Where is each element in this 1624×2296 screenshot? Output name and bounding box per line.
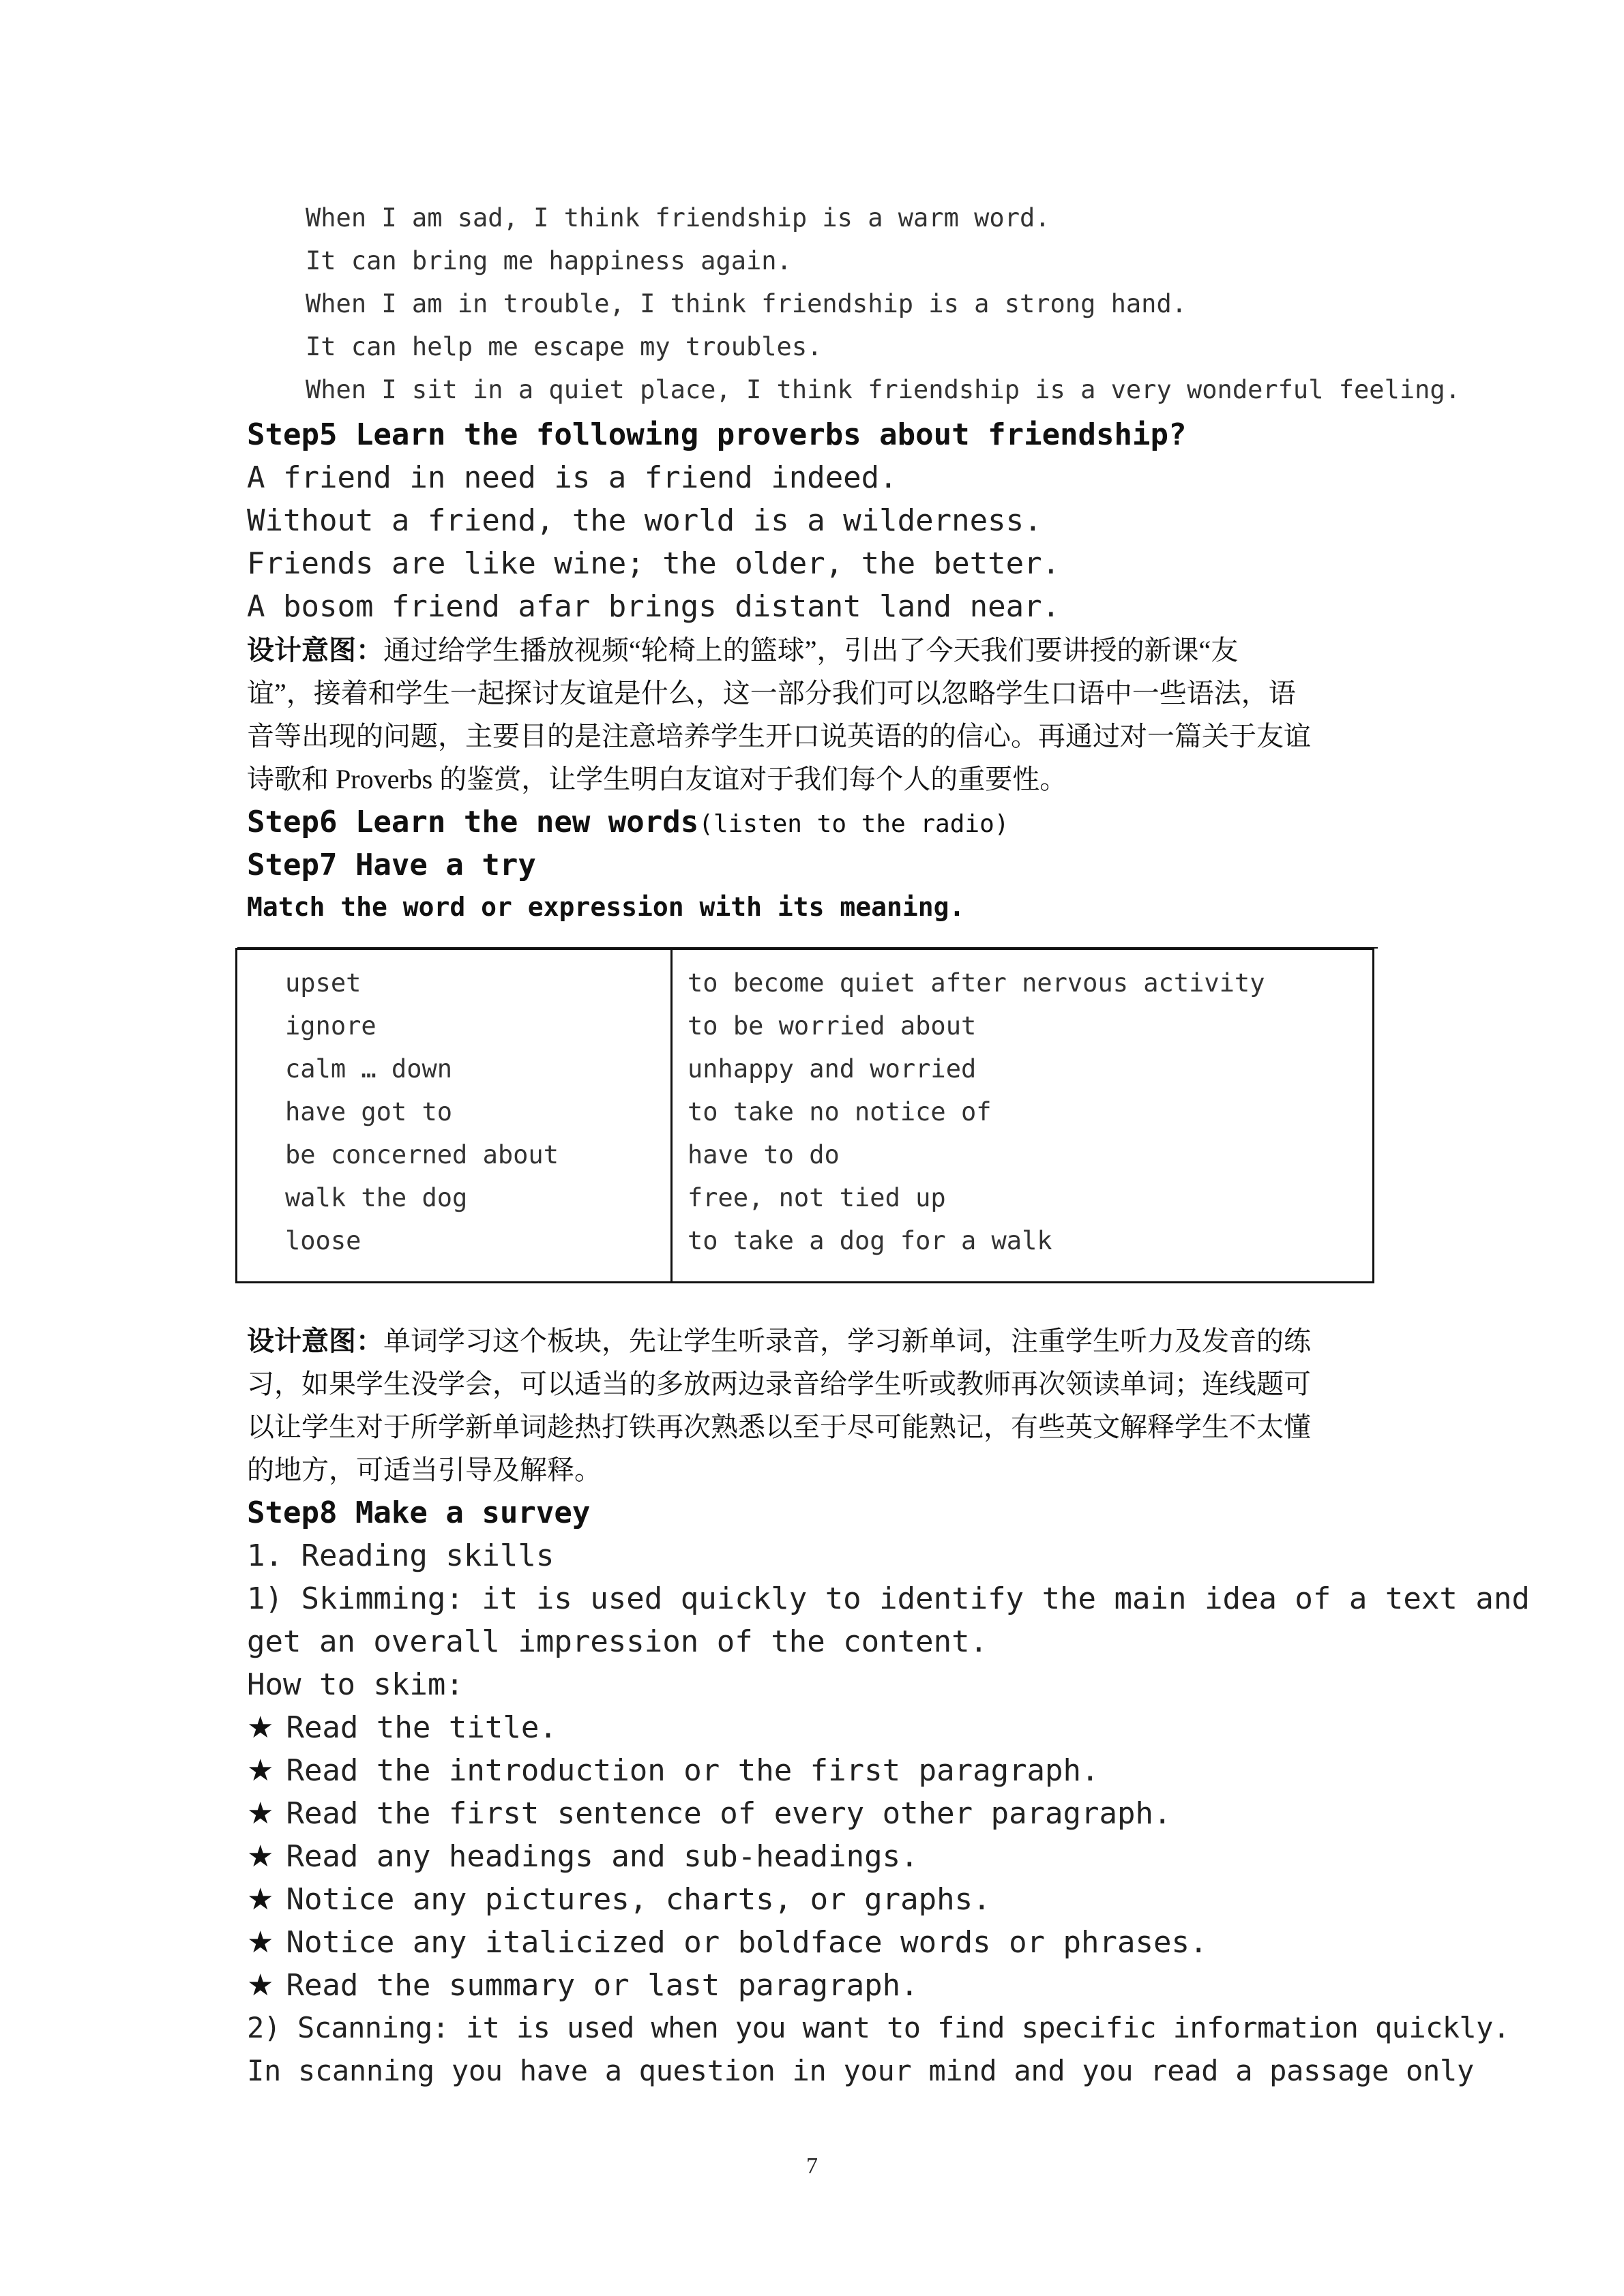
- proverb: A bosom friend afar brings distant land near.: [247, 589, 1061, 624]
- design-intent-text: 的地方，可适当引导及解释。: [247, 1455, 602, 1485]
- skim-step-text: Read the first sentence of every other paragraph.: [286, 1796, 1172, 1831]
- skim-step: [247, 1968, 919, 2003]
- reading-skills-heading: 1. Reading skills: [247, 1538, 555, 1573]
- meaning-cell: unhappy and worried: [688, 1054, 977, 1084]
- skim-step-text: Read any headings and sub-headings.: [286, 1839, 919, 1874]
- step8-heading: Step8 Make a survey: [247, 1495, 591, 1530]
- skim-step-text: Notice any pictures, charts, or graphs.: [286, 1882, 991, 1917]
- word-cell: calm … down: [285, 1054, 453, 1084]
- word-cell: walk the dog: [285, 1183, 468, 1212]
- design-intent-2: [247, 1320, 1379, 1491]
- meaning-cell: to take a dog for a walk: [688, 1226, 1052, 1255]
- proverb: Without a friend, the world is a wilderness.: [247, 503, 1042, 538]
- skim-step: [247, 1710, 557, 1745]
- skim-step: [247, 1882, 991, 1917]
- star-icon: ★: [247, 1968, 274, 2003]
- meaning-cell: to take no notice of: [688, 1097, 992, 1127]
- scanning-text: In scanning you have a question in your mind and you read a passage only: [247, 2054, 1475, 2087]
- design-intent-label: 设计意图：: [247, 1326, 383, 1356]
- design-intent-label: 设计意图：: [247, 635, 383, 666]
- meaning-cell: free, not tied up: [688, 1183, 946, 1212]
- star-icon: ★: [247, 1925, 274, 1960]
- poem-line: When I am sad, I think friendship is a warm word.: [306, 203, 1050, 233]
- poem-line: When I am in trouble, I think friendship is a strong hand.: [306, 289, 1187, 318]
- skim-step: [247, 1796, 1171, 1831]
- meaning-cell: have to do: [688, 1140, 840, 1169]
- step7-instruction: Match the word or expression with its meaning.: [247, 892, 965, 922]
- skim-step: [247, 1839, 919, 1874]
- word-cell: loose: [285, 1226, 361, 1255]
- star-icon: ★: [247, 1882, 274, 1917]
- proverb: Friends are like wine; the older, the better.: [247, 546, 1061, 581]
- design-intent-1: [247, 629, 1379, 801]
- design-intent-text: 诗歌和 Proverbs 的鉴赏，让学生明白友谊对于我们每个人的重要性。: [247, 764, 1067, 794]
- skimming-text: 1) Skimming: it is used quickly to identify the main idea of a text and: [247, 1581, 1530, 1616]
- skim-step-text: Read the introduction or the first paragraph.: [286, 1753, 1099, 1788]
- table-top-border: [237, 947, 1378, 949]
- poem-line: When I sit in a quiet place, I think friendship is a very wonderful feeling.: [306, 375, 1460, 404]
- page-number: 7: [806, 2153, 818, 2179]
- word-cell: upset: [285, 968, 361, 998]
- step5-heading: Step5 Learn the following proverbs about friendship?: [247, 417, 1187, 452]
- design-intent-text: 习，如果学生没学会，可以适当的多放两边录音给学生听或教师再次领读单词；连线题可: [247, 1369, 1311, 1399]
- skim-step: [247, 1925, 1207, 1960]
- meaning-cell: to be worried about: [688, 1011, 977, 1041]
- poem-line: It can help me escape my troubles.: [306, 332, 823, 361]
- design-intent-text: 以让学生对于所学新单词趁热打铁再次熟悉以至于尽可能熟记，有些英文解释学生不太懂: [247, 1412, 1311, 1442]
- design-intent-text: 音等出现的问题，主要目的是注意培养学生开口说英语的的信心。再通过对一篇关于友谊: [247, 721, 1311, 751]
- step6-note: (listen to the radio): [698, 810, 1009, 838]
- scanning-text: 2) Scanning: it is used when you want to find specific information quickly.: [247, 2011, 1510, 2044]
- skim-step: [247, 1753, 1099, 1788]
- design-intent-text: 通过给学生播放视频“轮椅上的篮球”，引出了今天我们要讲授的新课“友: [383, 635, 1239, 666]
- meaning-cell: to become quiet after nervous activity: [688, 968, 1265, 998]
- star-icon: ★: [247, 1710, 274, 1745]
- step6-heading: [247, 805, 1009, 839]
- star-icon: ★: [247, 1753, 274, 1788]
- step7-heading: Step7 Have a try: [247, 848, 536, 882]
- skimming-text: get an overall impression of the content.: [247, 1624, 988, 1659]
- design-intent-text: 单词学习这个板块，先让学生听录音，学习新单词，注重学生听力及发音的练: [383, 1326, 1311, 1356]
- star-icon: ★: [247, 1839, 274, 1874]
- how-to-skim: How to skim:: [247, 1667, 464, 1702]
- skim-step-text: Notice any italicized or boldface words or phrases.: [286, 1925, 1208, 1960]
- skim-step-text: Read the summary or last paragraph.: [286, 1968, 919, 2003]
- word-cell: ignore: [285, 1011, 377, 1041]
- skim-step-text: Read the title.: [286, 1710, 557, 1745]
- design-intent-text: 谊”，接着和学生一起探讨友谊是什么，这一部分我们可以忽略学生口语中一些语法，语: [247, 678, 1296, 709]
- star-icon: ★: [247, 1796, 274, 1831]
- step6-title: Step6 Learn the new words: [247, 805, 699, 839]
- word-cell: have got to: [285, 1097, 453, 1127]
- word-cell: be concerned about: [285, 1140, 559, 1169]
- matching-table: [235, 948, 1374, 1283]
- table-column-divider: [670, 950, 673, 1281]
- poem-line: It can bring me happiness again.: [306, 246, 792, 275]
- proverb: A friend in need is a friend indeed.: [247, 460, 898, 495]
